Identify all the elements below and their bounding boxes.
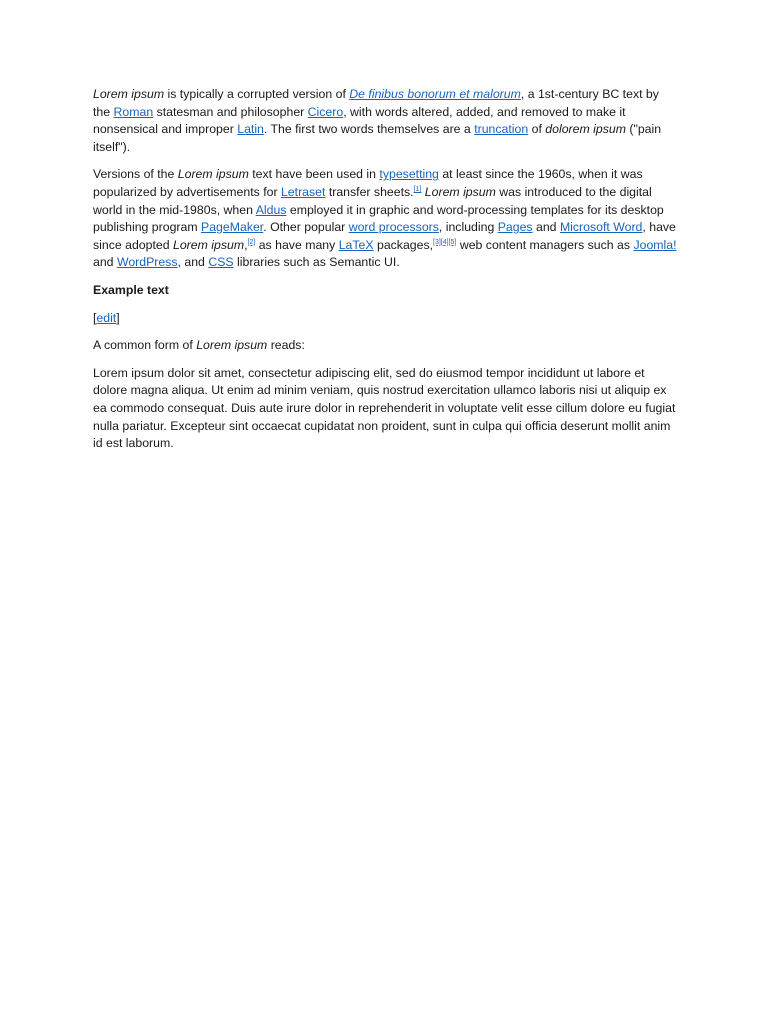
link-latin[interactable]: Latin xyxy=(237,122,264,137)
link-cicero[interactable]: Cicero xyxy=(307,104,344,119)
paragraph-lorem-sample: Lorem ipsum dolor sit amet, consectetur adipiscing elit, sed do eiusmod tempor incididunt ut labore et dolore magna aliqua. Ut enim ad minim veniam, quis nostrud exercitation ullamco laboris nisi ut aliquip ex ea commodo consequat. Duis aute irure dolor in reprehenderit in voluptate velit esse cillum dolore eu fugiat nulla pariatur. Excepteur sint occaecat cupidatat non proident, sunt in culpa qui officia deserunt mollit anim id est laborum. xyxy=(93,365,676,451)
link-pages[interactable]: Pages xyxy=(497,220,533,235)
link-letraset[interactable]: Letraset xyxy=(280,184,326,199)
link-joomla[interactable]: Joomla! xyxy=(633,237,677,252)
link-de-finibus[interactable]: De finibus bonorum et malorum xyxy=(349,87,521,101)
citation-1[interactable]: [1] xyxy=(413,185,422,193)
edit-line: [edit] xyxy=(93,310,120,325)
link-wordpress[interactable]: WordPress xyxy=(116,255,178,270)
section-heading: Example text xyxy=(93,282,169,297)
document-page xyxy=(93,86,677,463)
citation-2[interactable]: [2] xyxy=(247,238,256,246)
paragraph-history: Versions of the Lorem ipsum text have been used in typesetting at least since the 1960s, when it was popularized by advertisements for Letraset transfer sheets.[1] Lorem ipsum was introduced to the digital world in the mid-1980s, when Aldus employed it in graphic and word-processing templates for its desktop publishing program PageMaker. Other popular word processors, including Pages and Microsoft Word, have since adopted Lorem ipsum,[2] as have many LaTeX packages,[3][4][5] web content managers such as Joomla! and WordPress, and CSS libraries such as Semantic UI. xyxy=(93,167,677,270)
paragraph-intro: Lorem ipsum is typically a corrupted version of De finibus bonorum et malorum, a 1st-century BC text by the Roman statesman and philosopher Cicero, with words altered, added, and removed to make it nonsensical and improper Latin. The first two words themselves are a truncation of dolorem ipsum ("pain itself"). xyxy=(93,87,662,154)
link-roman[interactable]: Roman xyxy=(113,104,154,119)
term-lorem-ipsum: Lorem ipsum xyxy=(93,87,165,101)
citation-3-4-5[interactable]: [3][4][5] xyxy=(433,238,457,246)
link-pagemaker[interactable]: PageMaker xyxy=(201,220,264,235)
link-truncation[interactable]: truncation xyxy=(474,122,529,137)
link-css[interactable]: CSS xyxy=(208,255,234,270)
link-word-processors[interactable]: word processors xyxy=(348,220,439,235)
link-latex[interactable]: LaTeX xyxy=(338,237,374,252)
link-microsoft-word[interactable]: Microsoft Word xyxy=(559,220,643,235)
link-typesetting[interactable]: typesetting xyxy=(379,167,439,182)
edit-link[interactable]: edit xyxy=(96,310,117,325)
paragraph-common-form: A common form of Lorem ipsum reads: xyxy=(93,338,305,353)
link-aldus[interactable]: Aldus xyxy=(255,202,287,217)
term-dolorem-ipsum: dolorem ipsum xyxy=(545,122,626,137)
